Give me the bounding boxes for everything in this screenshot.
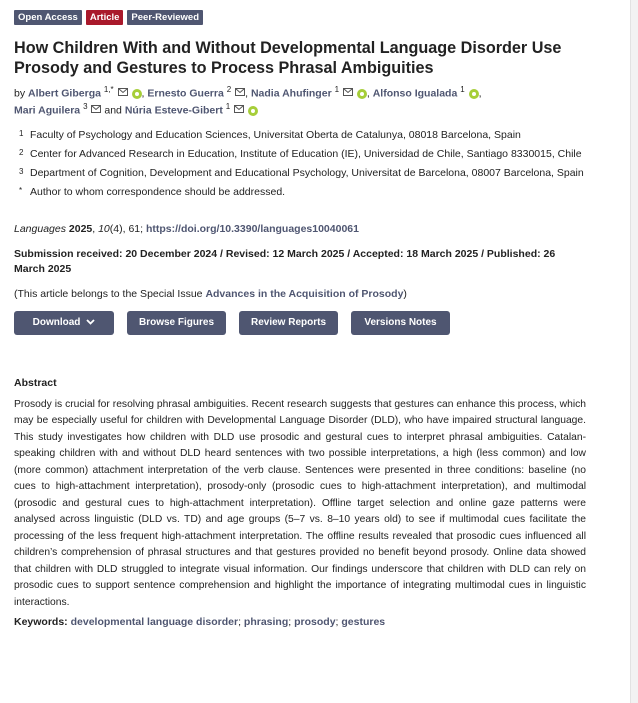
open-access-badge: Open Access bbox=[14, 10, 82, 25]
orcid-icon[interactable] bbox=[132, 89, 142, 99]
article-page bbox=[14, 10, 586, 629]
author-name[interactable]: Núria Esteve-Gibert bbox=[124, 104, 223, 117]
and-label: and bbox=[104, 104, 122, 117]
author-name[interactable]: Mari Aguilera bbox=[14, 104, 81, 117]
doi-link[interactable]: https://doi.org/10.3390/languages10040061 bbox=[145, 222, 359, 235]
keywords: Keywords: developmental language disorder; phrasing; prosody; gestures bbox=[14, 616, 386, 629]
citation: Languages 2025, 10(4), 61; https://doi.org/10.3390/languages10040061 bbox=[14, 222, 359, 235]
affiliation-list bbox=[14, 127, 586, 201]
abstract-heading: Abstract bbox=[14, 376, 57, 389]
affiliation-number: 3 bbox=[19, 166, 24, 176]
by-label: by bbox=[14, 87, 26, 100]
keyword-link[interactable]: phrasing bbox=[243, 616, 289, 629]
orcid-icon[interactable] bbox=[469, 89, 479, 99]
browse-figures-button[interactable]: Browse Figures bbox=[127, 311, 226, 335]
citation-year: 2025 bbox=[68, 222, 93, 235]
citation-volume: 10 bbox=[98, 222, 110, 235]
author-name[interactable]: Nadia Ahufinger bbox=[250, 87, 332, 100]
author-affiliation-sup: 1 bbox=[225, 102, 231, 112]
mail-icon[interactable] bbox=[118, 85, 128, 102]
download-button[interactable] bbox=[14, 311, 114, 335]
scrollbar-track[interactable] bbox=[630, 0, 638, 703]
download-label: Download bbox=[32, 317, 81, 329]
affiliation-text: Faculty of Psychology and Education Sciences, Universitat Oberta de Catalunya, 08018 Barcelona, Spain bbox=[30, 128, 521, 141]
affiliation-item bbox=[14, 165, 586, 182]
author-affiliation-sup: 1,* bbox=[103, 84, 114, 94]
author-list: by Albert Giberga $^{1,*}$ , Ernesto Guerra $^2$ , Nadia Ahufinger $^1$ , Alfonso Igualada $^1$ , Mari Aguilera $^3$ and Núria Esteve-Gibert $^1$ bbox=[14, 85, 586, 120]
affiliation-text: Department of Cognition, Development and Educational Psychology, Universitat de Barcelona, 08007 Barcelona, Spain bbox=[30, 166, 584, 179]
mail-icon[interactable] bbox=[343, 85, 353, 102]
author-name[interactable]: Ernesto Guerra bbox=[147, 87, 224, 100]
action-buttons bbox=[14, 311, 586, 335]
affiliation-item bbox=[14, 146, 586, 163]
affiliation-number: 1 bbox=[19, 128, 24, 138]
peer-reviewed-badge: Peer-Reviewed bbox=[127, 10, 203, 25]
affiliation-text: Author to whom correspondence should be addressed. bbox=[30, 185, 286, 198]
affiliation-number: 2 bbox=[19, 147, 24, 157]
author-affiliation-sup: 1 bbox=[460, 84, 465, 94]
mail-icon[interactable] bbox=[235, 85, 245, 102]
versions-notes-button[interactable]: Versions Notes bbox=[351, 311, 450, 335]
keywords-label: Keywords: bbox=[14, 616, 68, 629]
keyword-link[interactable]: prosody bbox=[294, 616, 336, 629]
orcid-icon[interactable] bbox=[357, 89, 367, 99]
affiliation-number: * bbox=[19, 185, 23, 195]
author-name[interactable]: Albert Giberga bbox=[28, 87, 101, 100]
author-affiliation-sup: 2 bbox=[226, 84, 232, 94]
review-reports-button[interactable]: Review Reports bbox=[239, 311, 338, 335]
chevron-down-icon bbox=[86, 317, 95, 328]
keyword-link[interactable]: developmental language disorder bbox=[70, 616, 239, 629]
author-affiliation-sup: 1 bbox=[334, 84, 340, 94]
affiliation-item bbox=[14, 184, 586, 201]
special-issue-prefix: (This article belongs to the Special Issue bbox=[14, 287, 203, 300]
keyword-link[interactable]: gestures bbox=[341, 616, 386, 629]
badges bbox=[14, 10, 586, 25]
mail-icon[interactable] bbox=[234, 102, 244, 119]
citation-issue: (4), 61; bbox=[109, 222, 144, 235]
article-type-badge: Article bbox=[86, 10, 124, 25]
affiliation-item bbox=[14, 127, 586, 144]
journal-name: Languages bbox=[14, 222, 66, 235]
author-affiliation-sup: 3 bbox=[83, 102, 88, 112]
special-issue-link[interactable]: Advances in the Acquisition of Prosody bbox=[205, 287, 404, 300]
abstract-text: Prosody is crucial for resolving phrasal ambiguities. Recent research suggests that gestures can enhance this process, which may be especially useful for children with Developmental Language Disorder (DLD), who have impaired structural language. This study investigates how children with DLD use prosodic and gestural cues to interpret phrasal ambiguities. Catalan-speaking children with and without DLD heard sentences with two possible interpretations, a high (less common) and low (more common) attachment interpretation of the verb clause. Sentences were presented in three conditions: baseline (no cues to high-attachment interpretation), prosody-only (prosodic cues to high-attachment interpretation), and multimodal (prosodic and gestural cues to high-attachment interpretation). Offline target selection and online gaze patterns were analysed across linguistic (DLD vs. TD) and age groups (5–7 vs. 8–10 years old) to see if multimodal cues facilitate the processing of the less frequent high-attachment interpretation. The offline results revealed that prosodic cues influenced all children’s comprehension of phrasal structures and that gestures provided no benefit beyond prosody. Online data showed that children with DLD struggled to integrate visual information. Our findings underscore that children with DLD can rely on prosodic cues to support sentence comprehension and highlight the importance of integrating multimodal cues in linguistic interactions. bbox=[14, 398, 586, 608]
article-title: How Children With and Without Developmental Language Disorder Use Prosody and Gestures to Process Phrasal Ambiguities bbox=[14, 39, 562, 77]
author-name[interactable]: Alfonso Igualada bbox=[372, 87, 458, 100]
publication-dates: Submission received: 20 December 2024 / Revised: 12 March 2025 / Accepted: 18 March 2025 / Published: 26 March 2025 bbox=[14, 247, 556, 275]
special-issue-suffix: ) bbox=[403, 287, 407, 300]
orcid-icon[interactable] bbox=[248, 106, 258, 116]
mail-icon[interactable] bbox=[91, 102, 101, 119]
affiliation-text: Center for Advanced Research in Education, Institute of Education (IE), Universidad de Chile, Santiago 8330015, Chile bbox=[30, 147, 582, 160]
special-issue-note bbox=[14, 287, 586, 301]
